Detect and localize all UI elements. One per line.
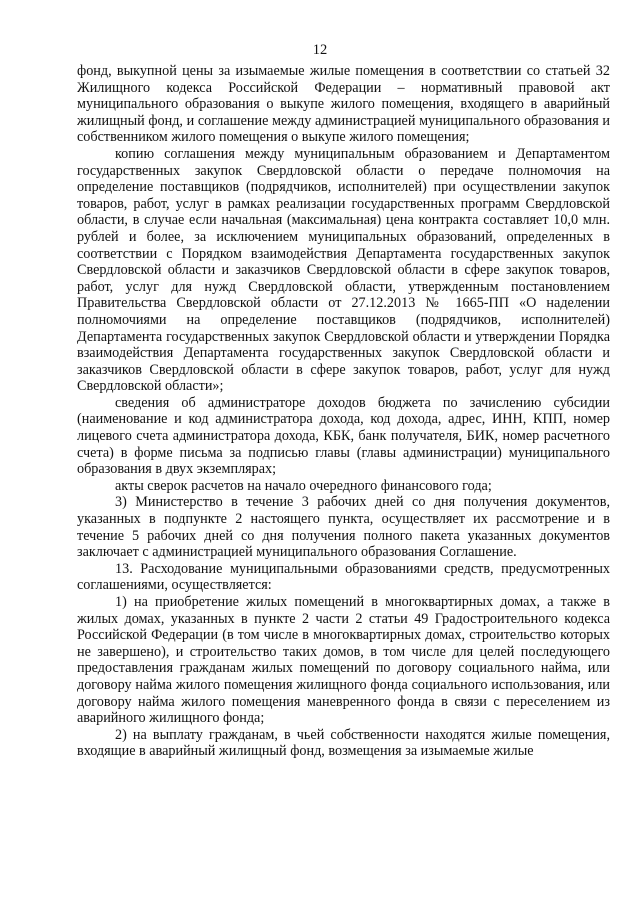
- paragraph-4: акты сверок расчетов на начало очередного финансового года;: [115, 477, 492, 494]
- paragraph-2: копию соглашения между муниципальным образованием и Департаментом государственных закупок Свердловской области о передаче полномочия на определение поставщиков (подрядчиков, исполнителей) при осуществлении закупок товаров, работ, услуг в рамках реализации государственных программ Свердловской области, в случае если начальная (максимальная) цена контракта составляет 10,0 млн. рублей и более, за исключением муниципальных образований, определенных в соответствии с Порядком взаимодействия Департамента государственных закупок Свердловской области и заказчиков Свердловской области в сфере закупок товаров, работ, услуг для нужд Свердловской области, утвержденным постановлением Правительства Свердловской области от 27.12.2013 № 1665-ПП «О наделении полномочиями на определение поставщиков (подрядчиков, исполнителей) Департамента государственных закупок Свердловской области и утверждении Порядка взаимодействия Департамента государственных закупок Свердловской области и заказчиков Свердловской области в сфере закупок товаров, работ, услуг для нужд Свердловской области»;: [77, 145, 610, 395]
- paragraph-3: сведения об администраторе доходов бюджета по зачислению субсидии (наименование и код администратора дохода, код дохода, адрес, ИНН, КПП, номер лицевого счета администратора дохода, КБК, банк получателя, БИК, номер расчетного счета) в форме письма за подписью главы (главы администрации) муниципального образования в двух экземплярах;: [77, 394, 610, 478]
- paragraph-8: 2) на выплату гражданам, в чьей собственности находятся жилые помещения, входящие в аварийный жилищный фонд, возмещения за изымаемые жилые: [77, 726, 610, 760]
- paragraph-7: 1) на приобретение жилых помещений в многоквартирных домах, а также в жилых домах, указанных в пункте 2 части 2 статьи 49 Градостроительного кодекса Российской Федерации (в том числе в многоквартирных домах, строительство которых не завершено), и строительство таких домов, в том числе для целей последующего предоставления гражданам жилых помещений по договору социального найма, или договору найма жилого помещения жилищного фонда социального использования, или договору найма жилого помещения маневренного фонда в связи с переселением из аварийного жилищного фонда;: [77, 594, 610, 727]
- paragraph-1: фонд, выкупной цены за изымаемые жилые помещения в соответствии со статьей 32 Жилищного кодекса Российской Федерации – нормативный правовой акт муниципального образования о выкупе жилого помещения, входящего в аварийный жилищный фонд, и соглашение между администрацией муниципального образования и собственником жилого помещения о выкупе жилого помещения;: [77, 63, 610, 146]
- document-body: [77, 63, 610, 760]
- page-number: 12: [312, 42, 328, 58]
- paragraph-6: 13. Расходование муниципальными образованиями средств, предусмотренных соглашениями, осуществляется:: [77, 560, 610, 594]
- paragraph-5: 3) Министерство в течение 3 рабочих дней со дня получения документов, указанных в подпункте 2 настоящего пункта, осуществляет их рассмотрение и в течение 5 рабочих дней со дня получения полного пакета указанных документов заключает с администрацией муниципального образования Соглашение.: [77, 494, 610, 561]
